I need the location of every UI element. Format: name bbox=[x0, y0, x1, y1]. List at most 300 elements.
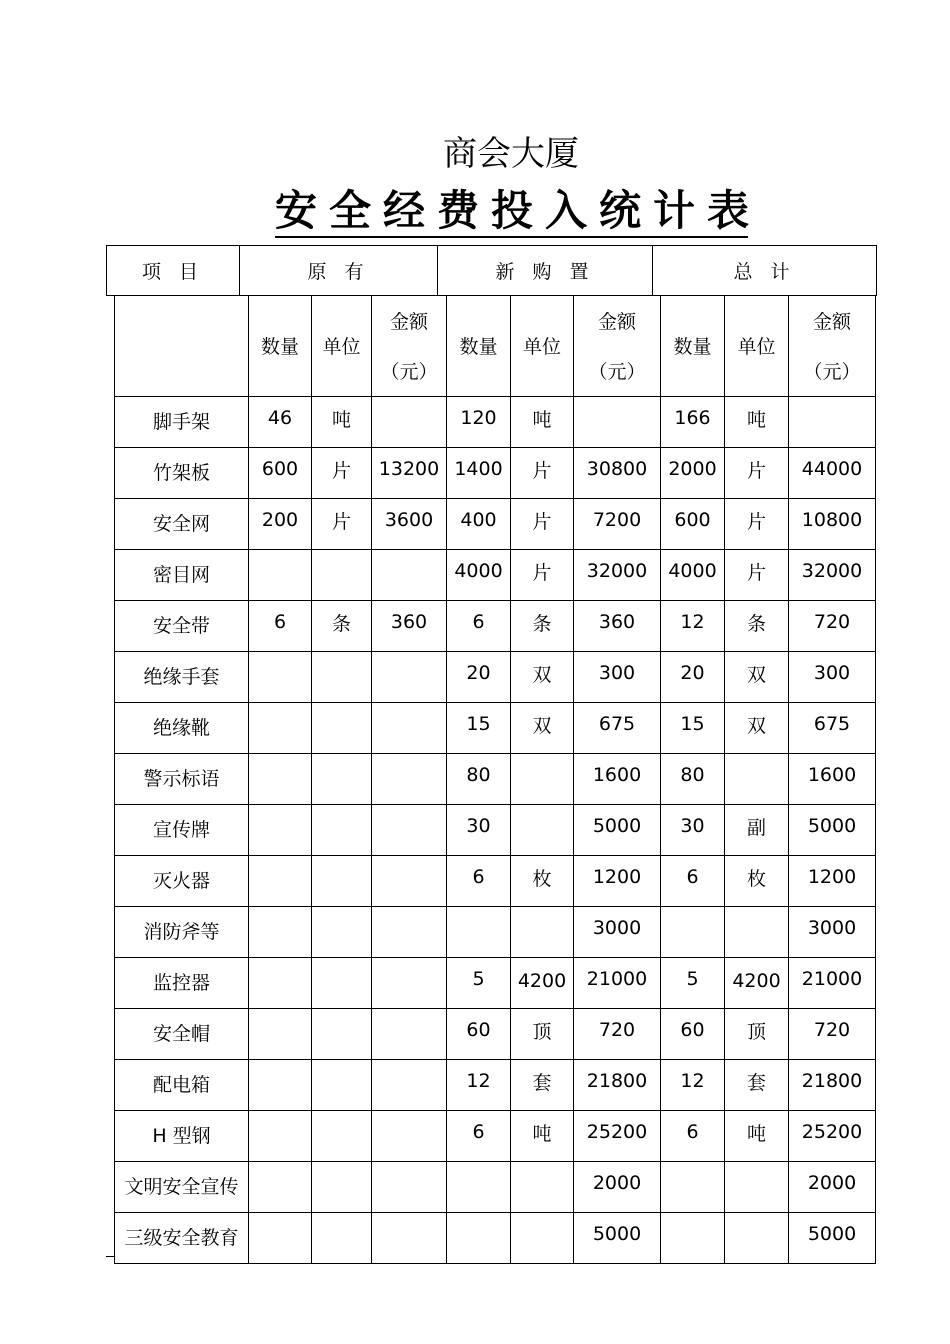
cell-original-unit bbox=[312, 907, 372, 958]
total-unit-text: 枚 bbox=[746, 868, 766, 890]
new-amount-text: 5000 bbox=[592, 1223, 642, 1245]
cell-original-amount bbox=[372, 958, 447, 1009]
table-corner-stub bbox=[106, 1256, 114, 1257]
cell-new-amount bbox=[574, 652, 661, 703]
header-new-qty bbox=[447, 296, 511, 397]
cell-new-amount bbox=[574, 550, 661, 601]
new-unit-text bbox=[511, 754, 573, 766]
original-amount-text bbox=[372, 754, 446, 764]
total-qty-text: 166 bbox=[674, 407, 711, 429]
original-unit-text bbox=[312, 1111, 371, 1123]
original-qty-text bbox=[249, 550, 311, 560]
original-unit-text bbox=[312, 856, 371, 868]
group-header-table bbox=[106, 245, 877, 296]
total-unit-text: 副 bbox=[746, 817, 766, 839]
cell-item-name bbox=[115, 499, 249, 550]
table-row bbox=[115, 907, 876, 958]
new-amount-text: 1200 bbox=[592, 866, 642, 888]
cell-total-unit bbox=[725, 856, 789, 907]
new-amount-text: 7200 bbox=[592, 509, 642, 531]
cell-total-qty bbox=[661, 1009, 725, 1060]
header-amount-line1: 金额 bbox=[597, 311, 636, 333]
original-qty-text: 200 bbox=[261, 509, 299, 531]
total-qty-text bbox=[661, 1162, 724, 1172]
header-original-amount bbox=[372, 296, 447, 397]
cell-new-unit bbox=[511, 754, 574, 805]
cell-original-amount bbox=[372, 1111, 447, 1162]
total-amount-text: 5000 bbox=[807, 1223, 857, 1245]
cell-original-amount bbox=[372, 1060, 447, 1111]
cell-original-amount bbox=[372, 601, 447, 652]
cell-new-unit bbox=[511, 1060, 574, 1111]
cell-original-qty bbox=[249, 397, 312, 448]
cell-original-amount bbox=[372, 754, 447, 805]
cell-original-unit bbox=[312, 601, 372, 652]
total-qty-text: 4000 bbox=[668, 560, 717, 582]
header-total-qty bbox=[661, 296, 725, 397]
cell-total-unit bbox=[725, 1213, 789, 1264]
cell-original-unit bbox=[312, 754, 372, 805]
cell-total-amount bbox=[789, 1060, 876, 1111]
cell-new-qty bbox=[447, 499, 511, 550]
cell-total-qty bbox=[661, 958, 725, 1009]
header-total-unit-label: 单位 bbox=[737, 336, 776, 358]
header-amount-line2: （元） bbox=[803, 361, 861, 383]
original-qty-text bbox=[249, 805, 311, 815]
cell-new-unit bbox=[511, 703, 574, 754]
cell-total-qty bbox=[661, 1060, 725, 1111]
cell-original-unit bbox=[312, 703, 372, 754]
header-amount-line2: （元） bbox=[588, 361, 646, 383]
cell-new-qty bbox=[447, 1111, 511, 1162]
table-row bbox=[115, 1060, 876, 1111]
cell-original-unit bbox=[312, 805, 372, 856]
new-amount-text: 3000 bbox=[592, 917, 642, 939]
item-name-text: H 型钢 bbox=[152, 1125, 211, 1147]
total-qty-text: 2000 bbox=[668, 458, 717, 480]
cell-total-qty bbox=[661, 448, 725, 499]
total-qty-text: 12 bbox=[680, 611, 705, 633]
table-row bbox=[115, 1213, 876, 1264]
cell-original-amount bbox=[372, 703, 447, 754]
original-qty-text bbox=[249, 754, 311, 764]
original-amount-text bbox=[372, 805, 446, 815]
table-row bbox=[115, 1111, 876, 1162]
column-header-row bbox=[115, 296, 876, 397]
header-new-unit bbox=[511, 296, 574, 397]
item-name-text: 宣传牌 bbox=[152, 819, 210, 841]
new-qty-text: 20 bbox=[466, 662, 491, 684]
cell-new-qty bbox=[447, 805, 511, 856]
header-original-qty bbox=[249, 296, 312, 397]
header-total-qty-label: 数量 bbox=[673, 336, 712, 358]
table-row bbox=[115, 958, 876, 1009]
cell-new-unit bbox=[511, 1162, 574, 1213]
new-unit-text: 吨 bbox=[532, 409, 552, 431]
cell-original-unit bbox=[312, 1009, 372, 1060]
group-header-row bbox=[107, 246, 877, 296]
cell-item-name bbox=[115, 754, 249, 805]
new-unit-text bbox=[511, 907, 573, 919]
cell-new-qty bbox=[447, 1213, 511, 1264]
total-qty-text: 6 bbox=[686, 866, 699, 888]
original-unit-text: 片 bbox=[331, 511, 351, 533]
cell-item-name bbox=[115, 907, 249, 958]
new-qty-text: 15 bbox=[466, 713, 491, 735]
item-name-text: 安全帽 bbox=[152, 1023, 210, 1045]
new-amount-text: 21800 bbox=[586, 1070, 648, 1092]
new-amount-text: 32000 bbox=[586, 560, 648, 582]
cell-original-unit bbox=[312, 1213, 372, 1264]
original-unit-text bbox=[312, 805, 371, 817]
header-total-amount bbox=[789, 296, 876, 397]
cell-new-qty bbox=[447, 652, 511, 703]
total-qty-text: 30 bbox=[680, 815, 705, 837]
original-amount-text: 3600 bbox=[384, 509, 434, 531]
cell-original-amount bbox=[372, 397, 447, 448]
total-qty-text: 5 bbox=[686, 968, 699, 990]
original-qty-text: 6 bbox=[273, 611, 287, 633]
document-subtitle: 商会大厦 bbox=[443, 134, 579, 174]
original-amount-text bbox=[372, 907, 446, 917]
cell-total-unit bbox=[725, 601, 789, 652]
cell-total-unit bbox=[725, 397, 789, 448]
item-name-text: 监控器 bbox=[152, 972, 210, 994]
cell-new-qty bbox=[447, 1060, 511, 1111]
cell-new-unit bbox=[511, 856, 574, 907]
cell-total-qty bbox=[661, 703, 725, 754]
item-name-text: 绝缘手套 bbox=[143, 666, 220, 688]
cell-total-amount bbox=[789, 397, 876, 448]
table-row bbox=[115, 550, 876, 601]
new-unit-text bbox=[511, 805, 573, 817]
original-amount-text bbox=[372, 1162, 446, 1172]
total-amount-text: 25200 bbox=[801, 1121, 863, 1143]
original-qty-text: 46 bbox=[267, 407, 293, 429]
original-amount-text bbox=[372, 397, 446, 407]
total-amount-text: 720 bbox=[813, 1019, 851, 1041]
cell-total-amount bbox=[789, 703, 876, 754]
item-name-text: 灭火器 bbox=[152, 870, 210, 892]
cell-new-amount bbox=[574, 1162, 661, 1213]
original-qty-text bbox=[249, 1060, 311, 1070]
cell-original-qty bbox=[249, 754, 312, 805]
new-qty-text: 120 bbox=[460, 407, 497, 429]
total-amount-text: 21800 bbox=[801, 1070, 863, 1092]
cell-total-amount bbox=[789, 601, 876, 652]
total-amount-text: 1200 bbox=[807, 866, 857, 888]
total-unit-text bbox=[725, 1162, 788, 1174]
cell-original-qty bbox=[249, 1162, 312, 1213]
cell-new-unit bbox=[511, 1111, 574, 1162]
group-header-item: 项 目 bbox=[107, 246, 240, 296]
new-amount-text bbox=[574, 397, 660, 407]
cell-item-name bbox=[115, 448, 249, 499]
cell-new-qty bbox=[447, 1009, 511, 1060]
new-amount-text: 720 bbox=[598, 1019, 636, 1041]
original-qty-text bbox=[249, 652, 311, 662]
total-unit-text: 吨 bbox=[746, 1123, 766, 1145]
header-item-blank bbox=[115, 296, 249, 397]
cell-new-unit bbox=[511, 448, 574, 499]
new-unit-text: 4200 bbox=[517, 970, 567, 992]
cell-item-name bbox=[115, 601, 249, 652]
cell-original-qty bbox=[249, 550, 312, 601]
total-unit-text: 4200 bbox=[732, 970, 781, 992]
new-unit-text: 顶 bbox=[532, 1021, 552, 1043]
new-unit-text: 套 bbox=[532, 1072, 552, 1094]
cell-total-unit bbox=[725, 805, 789, 856]
original-qty-text bbox=[249, 958, 311, 968]
cell-original-qty bbox=[249, 1009, 312, 1060]
original-amount-text bbox=[372, 1111, 446, 1121]
original-amount-text: 360 bbox=[390, 611, 428, 633]
original-qty-text: 600 bbox=[261, 458, 299, 480]
cell-total-amount bbox=[789, 550, 876, 601]
total-qty-text: 600 bbox=[674, 509, 711, 531]
header-new-qty-label: 数量 bbox=[459, 336, 498, 358]
original-unit-text: 条 bbox=[331, 613, 351, 635]
total-unit-text: 双 bbox=[746, 715, 766, 737]
cell-total-unit bbox=[725, 1009, 789, 1060]
total-unit-text: 套 bbox=[746, 1072, 766, 1094]
total-unit-text: 吨 bbox=[746, 409, 766, 431]
cell-original-unit bbox=[312, 397, 372, 448]
cell-total-qty bbox=[661, 1213, 725, 1264]
cell-new-unit bbox=[511, 958, 574, 1009]
cell-new-unit bbox=[511, 652, 574, 703]
cell-new-unit bbox=[511, 550, 574, 601]
total-unit-text bbox=[725, 1213, 788, 1225]
cell-original-qty bbox=[249, 805, 312, 856]
total-unit-text bbox=[725, 907, 788, 919]
cell-new-qty bbox=[447, 958, 511, 1009]
table-row bbox=[115, 1009, 876, 1060]
item-name-text: 绝缘靴 bbox=[152, 717, 210, 739]
item-name-text: 竹架板 bbox=[152, 462, 210, 484]
cell-total-qty bbox=[661, 856, 725, 907]
total-unit-text: 片 bbox=[746, 511, 766, 533]
original-amount-text bbox=[372, 703, 446, 713]
cell-item-name bbox=[115, 1162, 249, 1213]
new-qty-text: 5 bbox=[472, 968, 485, 990]
header-amount-line2: （元） bbox=[380, 361, 438, 383]
original-unit-text: 片 bbox=[331, 460, 351, 482]
cell-total-amount bbox=[789, 1009, 876, 1060]
cell-original-unit bbox=[312, 1162, 372, 1213]
cell-original-unit bbox=[312, 1060, 372, 1111]
original-unit-text bbox=[312, 1213, 371, 1225]
cell-new-unit bbox=[511, 397, 574, 448]
total-amount-text: 675 bbox=[813, 713, 851, 735]
cell-total-unit bbox=[725, 1111, 789, 1162]
original-qty-text bbox=[249, 907, 311, 917]
item-name-text: 消防斧等 bbox=[143, 921, 220, 943]
cell-new-qty bbox=[447, 448, 511, 499]
table-row bbox=[115, 1162, 876, 1213]
cell-total-qty bbox=[661, 1162, 725, 1213]
cell-total-amount bbox=[789, 805, 876, 856]
cell-total-qty bbox=[661, 550, 725, 601]
cell-item-name bbox=[115, 1009, 249, 1060]
cell-original-amount bbox=[372, 652, 447, 703]
new-unit-text: 枚 bbox=[532, 868, 552, 890]
original-unit-text bbox=[312, 1009, 371, 1021]
original-amount-text bbox=[372, 856, 446, 866]
original-amount-text: 13200 bbox=[378, 458, 440, 480]
total-qty-text: 12 bbox=[680, 1070, 705, 1092]
total-unit-text: 条 bbox=[746, 613, 766, 635]
cell-item-name bbox=[115, 652, 249, 703]
document-title: 安全经费投入统计表 bbox=[275, 186, 748, 238]
cell-total-amount bbox=[789, 958, 876, 1009]
cell-original-amount bbox=[372, 1213, 447, 1264]
total-amount-text: 3000 bbox=[807, 917, 857, 939]
cell-original-qty bbox=[249, 1060, 312, 1111]
cell-total-amount bbox=[789, 448, 876, 499]
original-qty-text bbox=[249, 856, 311, 866]
cell-total-qty bbox=[661, 397, 725, 448]
cell-original-unit bbox=[312, 448, 372, 499]
cell-total-unit bbox=[725, 652, 789, 703]
cell-original-amount bbox=[372, 805, 447, 856]
table-row bbox=[115, 856, 876, 907]
cell-total-amount bbox=[789, 754, 876, 805]
new-unit-text: 双 bbox=[532, 664, 552, 686]
cell-total-unit bbox=[725, 958, 789, 1009]
cell-original-amount bbox=[372, 550, 447, 601]
cell-total-unit bbox=[725, 907, 789, 958]
cell-total-amount bbox=[789, 1111, 876, 1162]
new-unit-text: 条 bbox=[532, 613, 552, 635]
new-amount-text: 300 bbox=[598, 662, 636, 684]
cell-new-amount bbox=[574, 1060, 661, 1111]
new-unit-text: 片 bbox=[532, 460, 552, 482]
total-unit-text: 片 bbox=[746, 460, 766, 482]
cell-original-unit bbox=[312, 550, 372, 601]
original-qty-text bbox=[249, 1111, 311, 1121]
new-unit-text: 片 bbox=[532, 562, 552, 584]
total-unit-text bbox=[725, 754, 788, 766]
cell-original-unit bbox=[312, 856, 372, 907]
new-qty-text bbox=[447, 1162, 510, 1172]
total-amount-text: 5000 bbox=[807, 815, 857, 837]
cell-original-qty bbox=[249, 448, 312, 499]
total-amount-text: 720 bbox=[813, 611, 851, 633]
header-total-unit bbox=[725, 296, 789, 397]
cell-new-amount bbox=[574, 1213, 661, 1264]
cell-new-amount bbox=[574, 907, 661, 958]
group-header-total: 总 计 bbox=[653, 246, 877, 296]
original-amount-text bbox=[372, 1060, 446, 1070]
cell-original-qty bbox=[249, 907, 312, 958]
original-qty-text bbox=[249, 1213, 311, 1223]
total-amount-text: 1600 bbox=[807, 764, 857, 786]
original-unit-text bbox=[312, 652, 371, 664]
cell-item-name bbox=[115, 1111, 249, 1162]
cell-new-amount bbox=[574, 805, 661, 856]
cell-new-amount bbox=[574, 448, 661, 499]
cell-total-qty bbox=[661, 754, 725, 805]
cell-new-qty bbox=[447, 907, 511, 958]
cell-total-unit bbox=[725, 550, 789, 601]
cell-new-unit bbox=[511, 805, 574, 856]
table-row bbox=[115, 754, 876, 805]
header-original-unit-label: 单位 bbox=[322, 336, 361, 358]
total-qty-text bbox=[661, 1213, 724, 1223]
cell-total-unit bbox=[725, 703, 789, 754]
new-unit-text bbox=[511, 1213, 573, 1225]
cell-item-name bbox=[115, 1213, 249, 1264]
new-amount-text: 21000 bbox=[586, 968, 648, 990]
cell-new-amount bbox=[574, 703, 661, 754]
new-qty-text: 6 bbox=[472, 1121, 485, 1143]
cell-original-amount bbox=[372, 856, 447, 907]
new-amount-text: 2000 bbox=[592, 1172, 642, 1194]
cell-original-amount bbox=[372, 907, 447, 958]
cell-original-unit bbox=[312, 652, 372, 703]
total-qty-text bbox=[661, 907, 724, 917]
cell-new-qty bbox=[447, 856, 511, 907]
item-name-text: 密目网 bbox=[152, 564, 210, 586]
new-qty-text: 30 bbox=[466, 815, 491, 837]
total-qty-text: 80 bbox=[680, 764, 705, 786]
cell-total-amount bbox=[789, 856, 876, 907]
new-amount-text: 25200 bbox=[586, 1121, 648, 1143]
original-amount-text bbox=[372, 1213, 446, 1223]
cell-item-name bbox=[115, 805, 249, 856]
cell-new-amount bbox=[574, 856, 661, 907]
item-name-text: 三级安全教育 bbox=[124, 1227, 239, 1249]
cell-original-unit bbox=[312, 1111, 372, 1162]
header-original-qty-label: 数量 bbox=[260, 336, 299, 358]
cell-original-qty bbox=[249, 652, 312, 703]
cell-new-qty bbox=[447, 550, 511, 601]
original-qty-text bbox=[249, 1009, 311, 1019]
total-amount-text: 2000 bbox=[807, 1172, 857, 1194]
cell-original-unit bbox=[312, 958, 372, 1009]
group-header-original: 原 有 bbox=[240, 246, 438, 296]
table-row bbox=[115, 499, 876, 550]
item-name-text: 配电箱 bbox=[152, 1074, 210, 1096]
cell-total-qty bbox=[661, 805, 725, 856]
cell-total-amount bbox=[789, 1213, 876, 1264]
cell-original-unit bbox=[312, 499, 372, 550]
original-unit-text bbox=[312, 1060, 371, 1072]
cell-total-unit bbox=[725, 499, 789, 550]
cell-new-unit bbox=[511, 907, 574, 958]
cell-original-qty bbox=[249, 1111, 312, 1162]
original-amount-text bbox=[372, 958, 446, 968]
new-qty-text: 6 bbox=[472, 611, 485, 633]
cell-new-unit bbox=[511, 601, 574, 652]
table-row bbox=[115, 601, 876, 652]
cell-total-amount bbox=[789, 1162, 876, 1213]
cell-total-qty bbox=[661, 1111, 725, 1162]
cell-item-name bbox=[115, 550, 249, 601]
original-unit-text bbox=[312, 958, 371, 970]
group-header-new-purchase: 新 购 置 bbox=[438, 246, 653, 296]
cell-total-unit bbox=[725, 1162, 789, 1213]
total-qty-text: 6 bbox=[686, 1121, 699, 1143]
table-row bbox=[115, 448, 876, 499]
cell-original-amount bbox=[372, 448, 447, 499]
cell-new-unit bbox=[511, 1009, 574, 1060]
new-unit-text bbox=[511, 1162, 573, 1174]
header-new-unit-label: 单位 bbox=[522, 336, 561, 358]
cell-item-name bbox=[115, 856, 249, 907]
total-unit-text: 片 bbox=[746, 562, 766, 584]
